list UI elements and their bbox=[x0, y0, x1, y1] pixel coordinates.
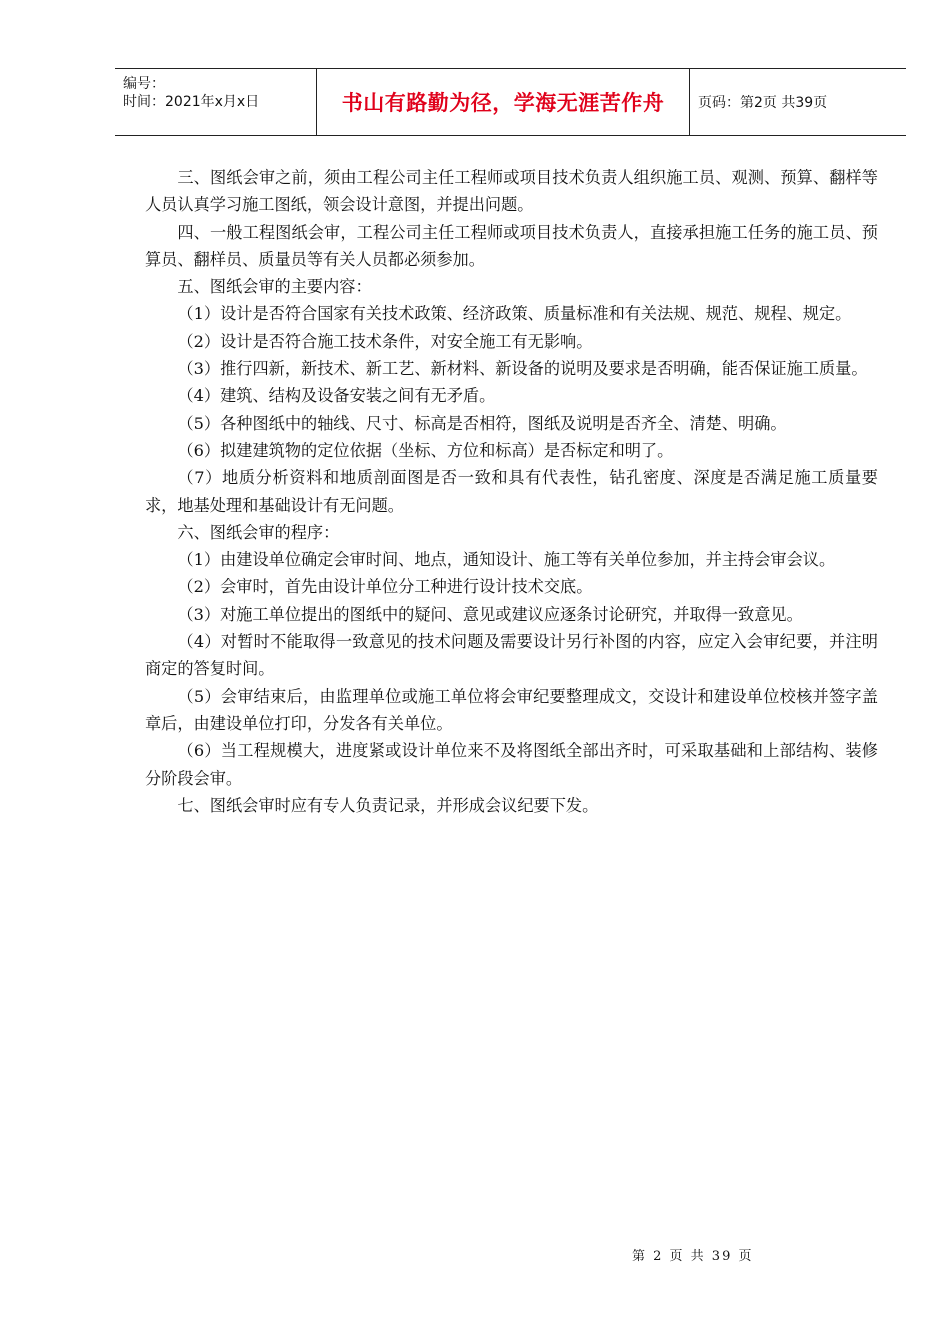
header-table bbox=[115, 68, 906, 136]
header-page-cell bbox=[690, 69, 906, 135]
page-footer: 第 2 页 共 39 页 bbox=[632, 1249, 754, 1264]
document-time-label: 时间：2021年x月x日 bbox=[123, 94, 260, 110]
header-meta-cell bbox=[115, 69, 316, 135]
paragraph: （6）当工程规模大，进度紧或设计单位来不及将图纸全部出齐时，可采取基础和上部结构、装修分阶段会审。 bbox=[145, 741, 878, 788]
paragraph: （2）设计是否符合施工技术条件，对安全施工有无影响。 bbox=[177, 331, 593, 351]
paragraph: （3）对施工单位提出的图纸中的疑问、意见或建议应逐条讨论研究，并取得一致意见。 bbox=[177, 604, 803, 624]
paragraph: 三、图纸会审之前，须由工程公司主任工程师或项目技术负责人组织施工员、观测、预算、翻样等人员认真学习施工图纸，领会设计意图，并提出问题。 bbox=[145, 168, 878, 215]
paragraph: （1）设计是否符合国家有关技术政策、经济政策、质量标准和有关法规、规范、规程、规定。 bbox=[177, 304, 852, 324]
header-page-info: 页码：第2页 共39页 bbox=[698, 95, 828, 111]
paragraph: （6）拟建建筑物的定位依据（坐标、方位和标高）是否标定和明了。 bbox=[177, 440, 674, 460]
document-number-label: 编号： bbox=[123, 76, 165, 92]
paragraph: （1）由建设单位确定会审时间、地点，通知设计、施工等有关单位参加，并主持会审会议。 bbox=[177, 550, 836, 570]
document-body bbox=[145, 164, 878, 819]
paragraph: 七、图纸会审时应有专人负责记录，并形成会议纪要下发。 bbox=[177, 795, 599, 815]
paragraph: （4）对暂时不能取得一致意见的技术问题及需要设计另行补图的内容，应定入会审纪要，并注明商定的答复时间。 bbox=[145, 632, 878, 679]
header-motto: 书山有路勤为径，学海无涯苦作舟 bbox=[341, 91, 665, 115]
paragraph: 四、一般工程图纸会审，工程公司主任工程师或项目技术负责人，直接承担施工任务的施工员、预算员、翻样员、质量员等有关人员都必须参加。 bbox=[145, 222, 878, 269]
paragraph: 五、图纸会审的主要内容： bbox=[177, 277, 372, 297]
header-motto-cell bbox=[316, 69, 690, 135]
paragraph: （4）建筑、结构及设备安装之间有无矛盾。 bbox=[177, 386, 496, 406]
paragraph: （5）各种图纸中的轴线、尺寸、标高是否相符，图纸及说明是否齐全、清楚、明确。 bbox=[177, 413, 787, 433]
paragraph: （5）会审结束后，由监理单位或施工单位将会审纪要整理成文，交设计和建设单位校核并签字盖章后，由建设单位打印，分发各有关单位。 bbox=[145, 686, 878, 733]
paragraph: 六、图纸会审的程序： bbox=[177, 522, 340, 542]
paragraph: （2）会审时，首先由设计单位分工种进行设计技术交底。 bbox=[177, 577, 593, 597]
paragraph: （7）地质分析资料和地质剖面图是否一致和具有代表性，钻孔密度、深度是否满足施工质量要求，地基处理和基础设计有无问题。 bbox=[145, 468, 878, 515]
paragraph: （3）推行四新，新技术、新工艺、新材料、新设备的说明及要求是否明确，能否保证施工质量。 bbox=[177, 359, 868, 379]
